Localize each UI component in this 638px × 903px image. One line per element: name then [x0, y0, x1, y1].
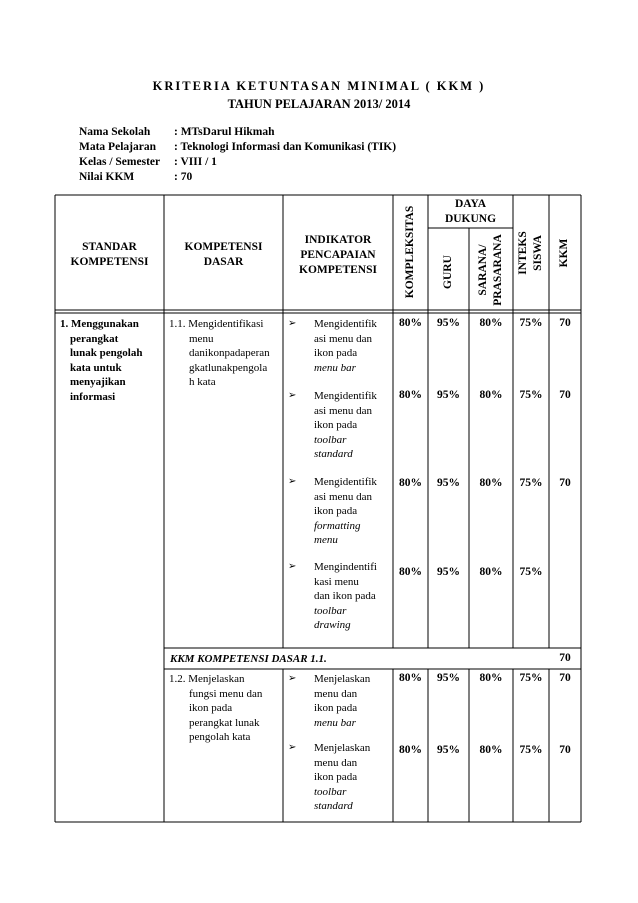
value-kompleksitas: 80% — [399, 744, 422, 756]
sk-line: lunak pengolah — [70, 347, 143, 359]
header-daya-dukung — [428, 197, 513, 227]
indikator-line: kasi menu — [314, 575, 359, 588]
kd-line: perangkat lunak — [189, 716, 260, 729]
header-ind-line1: INDIKATOR — [304, 234, 372, 246]
value-sarana: 80% — [479, 672, 503, 684]
sk-line: perangkat — [70, 332, 119, 345]
value-guru: 95% — [437, 477, 460, 489]
kompetensi-dasar-1-1 — [169, 317, 281, 390]
indikator-line: Mengidentifik — [314, 476, 377, 488]
info-value-class: : VIII / 1 — [174, 156, 217, 168]
header-inteks-line1: INTEKS — [517, 231, 529, 275]
info-label-kkm: Nilai KKM — [79, 171, 135, 183]
kd-line: fungsi menu dan — [189, 687, 263, 700]
standar-kompetensi-cell — [60, 317, 162, 404]
value-kkm: 70 — [559, 477, 571, 489]
header-ind-line3: KOMPETENSI — [299, 264, 377, 276]
indikator-line: Mengidentifik — [314, 390, 377, 402]
indikator-line: ikon pada — [314, 419, 358, 431]
indikator-italic: standard — [314, 448, 353, 460]
value-sarana: 80% — [479, 389, 503, 401]
value-kompleksitas: 80% — [399, 477, 422, 489]
arrow-bullet-icon: ➢ — [288, 742, 297, 753]
header-standar-kompetensi — [55, 240, 164, 270]
arrow-bullet-icon: ➢ — [288, 476, 297, 487]
header-kd-line1: KOMPETENSI — [184, 241, 263, 253]
value-guru: 95% — [437, 744, 460, 756]
info-value-kkm: : 70 — [174, 171, 193, 183]
value-kompleksitas: 80% — [399, 672, 422, 684]
value-kkm: 70 — [559, 672, 571, 684]
indikator-line: dan ikon pada — [314, 590, 376, 602]
indikator-line: ikon pada — [314, 702, 358, 714]
indikator-italic: menu — [314, 534, 338, 546]
indikator-item — [288, 672, 392, 730]
indikator-italic: toolbar — [314, 604, 347, 617]
info-label-subject: Mata Pelajaran — [79, 141, 156, 153]
header-kkm: KKM — [558, 238, 570, 268]
header-kompleksitas: KOMPLEKSITAS — [404, 205, 416, 299]
indikator-line: Menjelaskan — [314, 742, 371, 754]
value-inteks: 75% — [519, 744, 543, 756]
kd-line: danikonpadaperan — [189, 347, 270, 359]
value-sarana: 80% — [479, 566, 503, 578]
indikator-line: ikon pada — [314, 505, 358, 517]
header-sk-line2: KOMPETENSI — [70, 256, 149, 268]
header-sarana-line2: PRASARANA — [492, 234, 504, 306]
indikator-line: Mengindentifi — [314, 561, 377, 573]
indikator-line: asi menu dan — [314, 332, 373, 345]
indikator-item — [288, 560, 392, 633]
header-kd-line2: DASAR — [203, 256, 244, 268]
header-daya-line2: DUKUNG — [444, 213, 497, 225]
indikator-italic: standard — [314, 800, 353, 812]
value-inteks: 75% — [519, 477, 543, 489]
indikator-italic: menu bar — [314, 361, 356, 374]
value-sarana: 80% — [479, 317, 503, 329]
value-kompleksitas: 80% — [399, 317, 422, 329]
value-inteks: 75% — [519, 672, 543, 684]
kd-line: pengolah kata — [189, 731, 251, 743]
kd-line: 1.2. Menjelaskan — [169, 673, 245, 685]
indikator-line: Menjelaskan — [314, 673, 371, 685]
header-kompetensi-dasar — [164, 240, 283, 270]
indikator-italic: toolbar — [314, 785, 347, 798]
arrow-bullet-icon: ➢ — [288, 561, 297, 572]
indikator-item — [288, 475, 392, 548]
indikator-italic: menu bar — [314, 716, 356, 729]
header-ind-line2: PENCAPAIAN — [300, 249, 376, 261]
header-guru: GURU — [442, 255, 454, 289]
kd-line: menu — [189, 332, 214, 345]
kd-line: ikon pada — [189, 702, 233, 714]
kompetensi-dasar-1-2 — [169, 672, 281, 745]
page-title: KRITERIA KETUNTASAN MINIMAL ( KKM ) — [152, 79, 486, 93]
sk-line: menyajikan — [70, 376, 126, 388]
sk-line: 1. Menggunakan — [60, 318, 139, 330]
indikator-line: ikon pada — [314, 771, 358, 783]
value-guru: 95% — [437, 317, 460, 329]
arrow-bullet-icon: ➢ — [288, 318, 297, 329]
info-label-class: Kelas / Semester — [79, 156, 161, 168]
value-kompleksitas: 80% — [399, 566, 422, 578]
value-sarana: 80% — [479, 477, 503, 489]
value-guru: 95% — [437, 389, 460, 401]
value-kkm: 70 — [559, 389, 571, 401]
header-sarana-line1: SARANA/ — [477, 244, 489, 296]
indikator-italic: formatting — [314, 519, 361, 532]
header-daya-line1: DAYA — [454, 198, 487, 210]
indikator-line: asi menu dan — [314, 404, 373, 417]
indikator-line: asi menu dan — [314, 490, 373, 503]
info-value-subject: : Teknologi Informasi dan Komunikasi (TIK) — [174, 141, 397, 153]
info-value-school: : MTsDarul Hikmah — [174, 126, 275, 138]
arrow-bullet-icon: ➢ — [288, 673, 297, 684]
indikator-item — [288, 389, 392, 462]
header-sk-line1: STANDAR — [82, 241, 137, 253]
summary-value: 70 — [559, 652, 571, 664]
indikator-italic: toolbar — [314, 433, 347, 446]
page-subtitle: TAHUN PELAJARAN 2013/ 2014 — [227, 97, 411, 111]
arrow-bullet-icon: ➢ — [288, 390, 297, 401]
value-inteks: 75% — [519, 389, 543, 401]
value-guru: 95% — [437, 672, 460, 684]
indikator-line: Mengidentifik — [314, 318, 377, 330]
header-inteks-line2: SISWA — [532, 235, 544, 271]
sk-line: kata untuk — [70, 361, 122, 374]
header-inteks-siswa — [516, 223, 546, 283]
value-kompleksitas: 80% — [399, 389, 422, 401]
indikator-line: ikon pada — [314, 347, 358, 359]
summary-label: KKM KOMPETENSI DASAR 1.1. — [170, 653, 327, 665]
indikator-italic: drawing — [314, 619, 351, 631]
sk-line: informasi — [70, 390, 116, 403]
value-guru: 95% — [437, 566, 460, 578]
value-kkm: 70 — [559, 317, 571, 329]
indikator-item — [288, 317, 392, 375]
header-indikator — [283, 233, 393, 278]
indikator-item — [288, 741, 392, 814]
kd-line: h kata — [189, 376, 216, 388]
kd-line: 1.1. Mengidentifikasi — [169, 318, 264, 330]
value-inteks: 75% — [519, 317, 543, 329]
header-sarana — [476, 230, 506, 310]
value-kkm: 70 — [559, 744, 571, 756]
indikator-line: menu dan — [314, 687, 358, 700]
kd-line: gkatlunakpengola — [189, 361, 268, 374]
value-sarana: 80% — [479, 744, 503, 756]
value-inteks: 75% — [519, 566, 543, 578]
indikator-line: menu dan — [314, 756, 358, 769]
info-label-school: Nama Sekolah — [79, 126, 151, 138]
